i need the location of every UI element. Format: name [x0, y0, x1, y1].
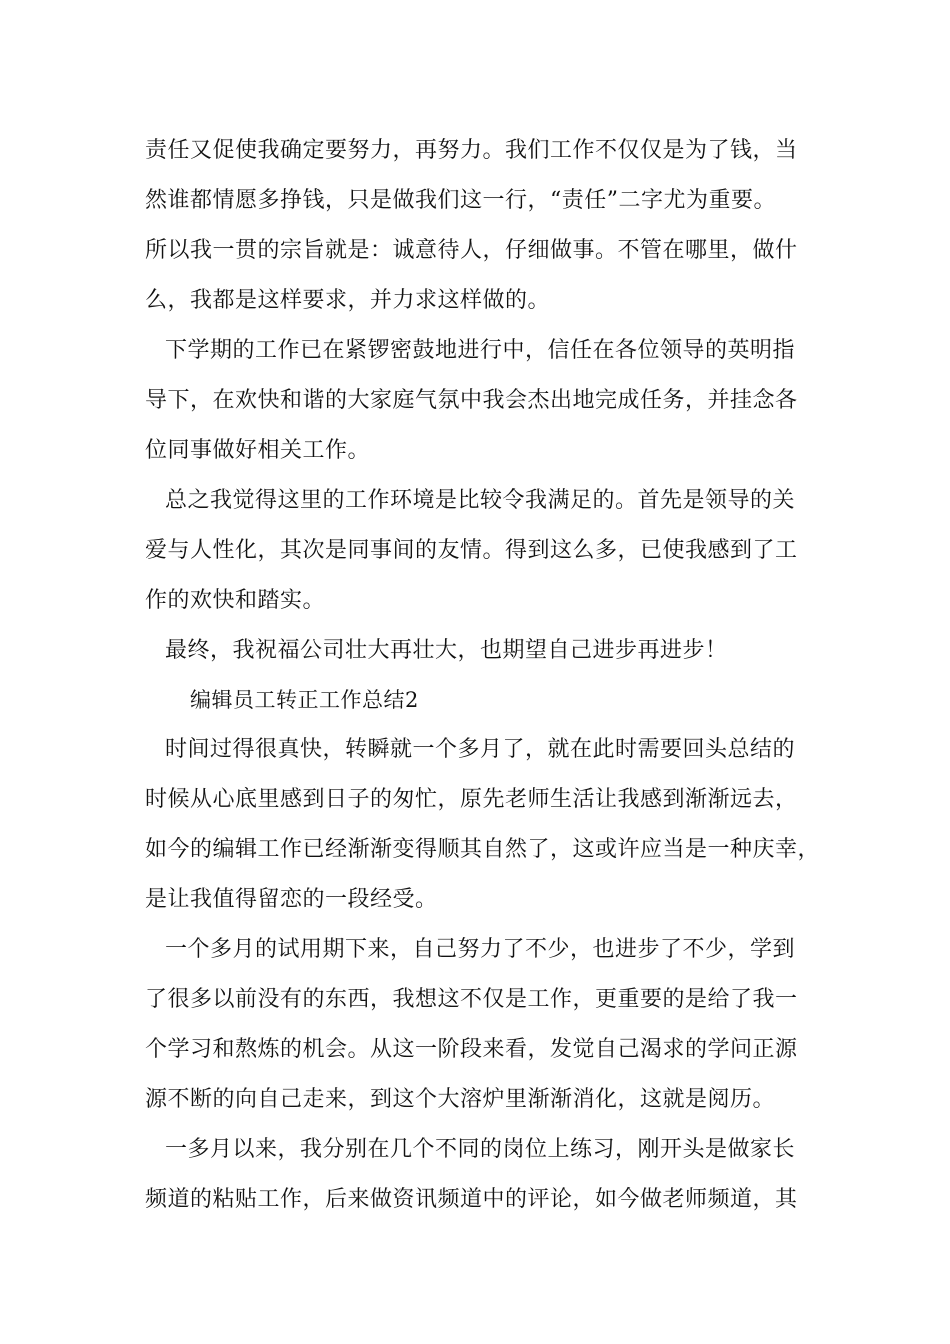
paragraph-line: 下学期的工作已在紧锣密鼓地进行中，信任在各位领导的英明指 — [165, 338, 796, 363]
paragraph-line: 个学习和熬炼的机会。从这一阶段来看，发觉自己渴求的学问正源 — [145, 1037, 798, 1062]
paragraph-line: 时间过得很真快，转瞬就一个多月了，就在此时需要回头总结的 — [165, 737, 796, 762]
paragraph-line: 一多月以来，我分别在几个不同的岗位上练习，刚开头是做家长 — [165, 1137, 796, 1162]
section-heading: 编辑员工转正工作总结2 — [190, 688, 419, 712]
paragraph-line: 所以我一贯的宗旨就是：诚意待人，仔细做事。不管在哪里，做什 — [145, 238, 798, 263]
paragraph-line: 如今的编辑工作已经渐渐变得顺其自然了，这或许应当是一种庆幸， — [145, 837, 821, 862]
paragraph-line: 作的欢快和踏实。 — [145, 588, 326, 613]
paragraph-line: 一个多月的试用期下来，自己努力了不少，也进步了不少，学到 — [165, 937, 796, 962]
paragraph-line: 频道的粘贴工作，后来做资讯频道中的评论，如今做老师频道，其 — [145, 1187, 798, 1212]
paragraph-line: 总之我觉得这里的工作环境是比较令我满足的。首先是领导的关 — [165, 488, 796, 513]
paragraph-line: 导下，在欢快和谐的大家庭气氛中我会杰出地完成任务，并挂念各 — [145, 388, 798, 413]
paragraph-line: 了很多以前没有的东西，我想这不仅是工作，更重要的是给了我一 — [145, 987, 798, 1012]
paragraph-line: 源不断的向自己走来，到这个大溶炉里渐渐消化，这就是阅历。 — [145, 1087, 776, 1112]
paragraph-line: 责任又促使我确定要努力，再努力。我们工作不仅仅是为了钱，当 — [145, 138, 798, 163]
paragraph-line: 最终，我祝福公司壮大再壮大，也期望自己进步再进步！ — [165, 638, 728, 663]
paragraph-line: 位同事做好相关工作。 — [145, 438, 371, 463]
paragraph-line: 然谁都情愿多挣钱，只是做我们这一行，“责任”二字尤为重要。 — [145, 188, 776, 213]
paragraph-line: 时候从心底里感到日子的匆忙，原先老师生活让我感到渐渐远去， — [145, 787, 798, 812]
paragraph-line: 么，我都是这样要求，并力求这样做的。 — [145, 288, 551, 313]
paragraph-line: 是让我值得留恋的一段经受。 — [145, 887, 438, 912]
paragraph-line: 爱与人性化，其次是同事间的友情。得到这么多，已使我感到了工 — [145, 538, 798, 563]
